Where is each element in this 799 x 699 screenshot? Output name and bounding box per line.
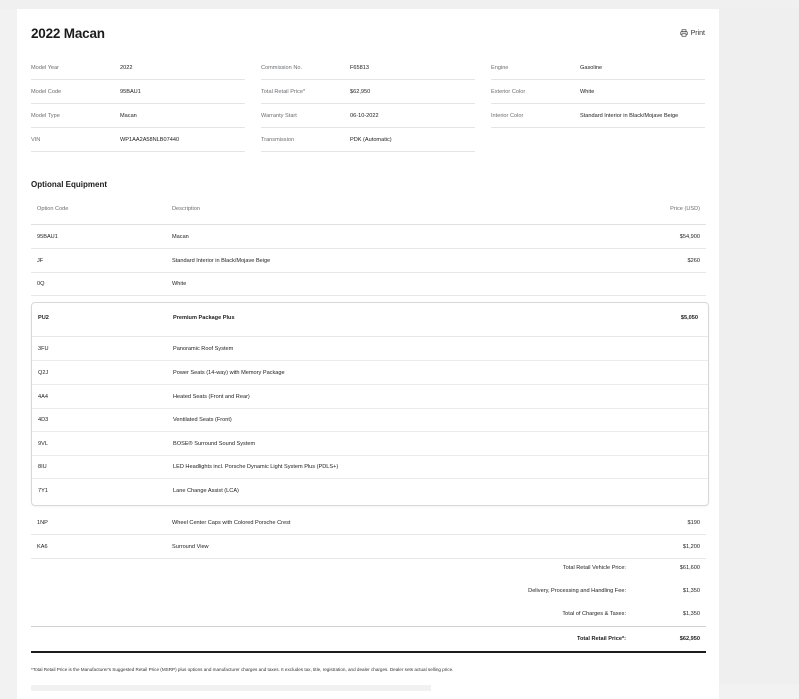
faded-footnote-line [31, 685, 431, 691]
total-label: Total Retail Price*: [576, 636, 626, 642]
option-code: 8IU [38, 464, 47, 470]
option-code: 9VL [38, 441, 48, 447]
option-description: Surround View [172, 544, 209, 550]
totals-bottom-rule [31, 651, 706, 653]
spec-value: 95BAU1 [120, 88, 141, 95]
option-description: White [172, 281, 187, 287]
spec-row-warranty [261, 104, 475, 128]
spec-row-engine [491, 56, 705, 80]
table-row [31, 535, 706, 559]
spec-label: Warranty Start [261, 112, 297, 119]
spec-column-1 [31, 56, 245, 152]
package-item [32, 455, 708, 479]
page-title: 2022 Macan [31, 26, 105, 41]
table-row [31, 511, 706, 535]
option-code: 7Y1 [38, 488, 48, 494]
option-description: Panoramic Roof System [173, 346, 234, 352]
total-row-total-retail-price [31, 628, 706, 650]
totals-divider [31, 626, 706, 627]
package-header-row [32, 303, 708, 337]
option-price: $260 [687, 258, 700, 264]
equipment-table-header [31, 194, 706, 225]
option-code: 4A4 [38, 394, 48, 400]
spec-label: Interior Color [491, 112, 524, 119]
option-price: $190 [687, 520, 700, 526]
option-description: BOSE® Surround Sound System [173, 441, 256, 447]
option-description: Ventilated Seats (Front) [173, 417, 232, 423]
spec-row-model-year [31, 56, 245, 80]
total-value: $61,600 [679, 565, 700, 571]
option-code: KA6 [37, 544, 48, 550]
spec-value: F65813 [350, 64, 369, 71]
spec-value: Macan [120, 112, 137, 119]
package-item [32, 337, 708, 361]
option-code: 1NP [37, 520, 48, 526]
spec-label: Commission No. [261, 64, 303, 71]
spec-label: Transmission [261, 136, 295, 143]
total-value: $1,350 [682, 611, 700, 617]
package-group-premium-plus [31, 302, 709, 506]
option-description: LED Headlights incl. Porsche Dynamic Light System Plus (PDLS+) [173, 464, 339, 470]
spec-row-total-retail [261, 80, 475, 104]
spec-row-vin [31, 128, 245, 152]
option-description: Standard Interior in Black/Mojave Beige [172, 258, 271, 264]
package-description: Premium Package Plus [173, 315, 235, 321]
spec-row-transmission [261, 128, 475, 152]
option-code: Q2J [38, 370, 49, 376]
table-row [31, 225, 706, 249]
spec-value: WP1AA2A58NLB07440 [120, 136, 180, 143]
spec-label: Model Code [31, 88, 62, 95]
printer-icon [680, 29, 688, 37]
spec-label: Model Type [31, 112, 60, 119]
option-description: Wheel Center Caps with Colored Porsche Crest [172, 520, 291, 526]
spec-row-model-type [31, 104, 245, 128]
total-label: Total of Charges & Taxes: [562, 611, 626, 617]
spec-row-model-code [31, 80, 245, 104]
right-gutter [719, 9, 799, 684]
spec-value: PDK (Automatic) [350, 136, 392, 143]
spec-label: Engine [491, 64, 509, 71]
total-label: Total Retail Vehicle Price: [562, 565, 626, 571]
total-value: $62,950 [679, 636, 700, 642]
total-value: $1,350 [682, 588, 700, 594]
option-code: 3FU [38, 346, 49, 352]
price-footnote: *Total Retail Price is the Manufacturer's Suggested Retail Price (MSRP) plus options and manufacturer charges and taxes. It excludes tax, title, registration, and dealer charges. Dealer sets actual selling price. [31, 667, 454, 672]
spec-row-commission [261, 56, 475, 80]
spec-value: Standard Interior in Black/Mojave Beige [580, 112, 679, 119]
package-price: $5,050 [680, 315, 698, 321]
package-item [32, 408, 708, 432]
total-label: Delivery, Processing and Handling Fee: [528, 588, 626, 594]
table-row [31, 249, 706, 273]
spec-label: Model Year [31, 64, 59, 71]
package-item [32, 432, 708, 456]
header-option-code: Option Code [37, 206, 69, 212]
spec-label: Total Retail Price* [261, 88, 306, 95]
spec-label: VIN [31, 136, 41, 143]
spec-value: White [580, 88, 595, 95]
print-label: Print [690, 29, 705, 37]
option-description: Power Seats (14-way) with Memory Package [173, 370, 285, 376]
spec-column-3 [491, 56, 705, 128]
option-code: JF [37, 258, 44, 264]
spec-row-interior [491, 104, 705, 128]
table-row [31, 272, 706, 296]
spec-value: Gasoline [580, 64, 603, 71]
option-description: Lane Change Assist (LCA) [173, 488, 239, 494]
header-price: Price (USD) [670, 206, 700, 212]
option-description: Macan [172, 234, 189, 240]
spec-value: 2022 [120, 64, 133, 71]
total-row-vehicle-price [31, 557, 706, 579]
option-price: $1,200 [682, 544, 700, 550]
option-description: Heated Seats (Front and Rear) [173, 394, 250, 400]
spec-label: Exterior Color [491, 88, 526, 95]
window-sticker-card [17, 9, 719, 699]
spec-value: 06-10-2022 [350, 112, 379, 119]
option-price: $54,900 [679, 234, 700, 240]
header-description: Description [172, 206, 200, 212]
package-item [32, 479, 708, 502]
option-code: 4D3 [38, 417, 49, 423]
package-item [32, 361, 708, 385]
section-title-optional-equipment: Optional Equipment [31, 180, 107, 189]
total-row-delivery-fee [31, 580, 706, 602]
spec-value: $62,950 [350, 88, 371, 95]
print-button[interactable] [680, 29, 705, 37]
package-item [32, 385, 708, 409]
option-code: 95BAU1 [37, 234, 58, 240]
package-code: PU2 [38, 315, 49, 321]
total-row-charges-taxes [31, 603, 706, 625]
spec-column-2 [261, 56, 475, 152]
spec-row-exterior [491, 80, 705, 104]
top-strip [0, 0, 799, 9]
option-code: 0Q [37, 281, 45, 287]
